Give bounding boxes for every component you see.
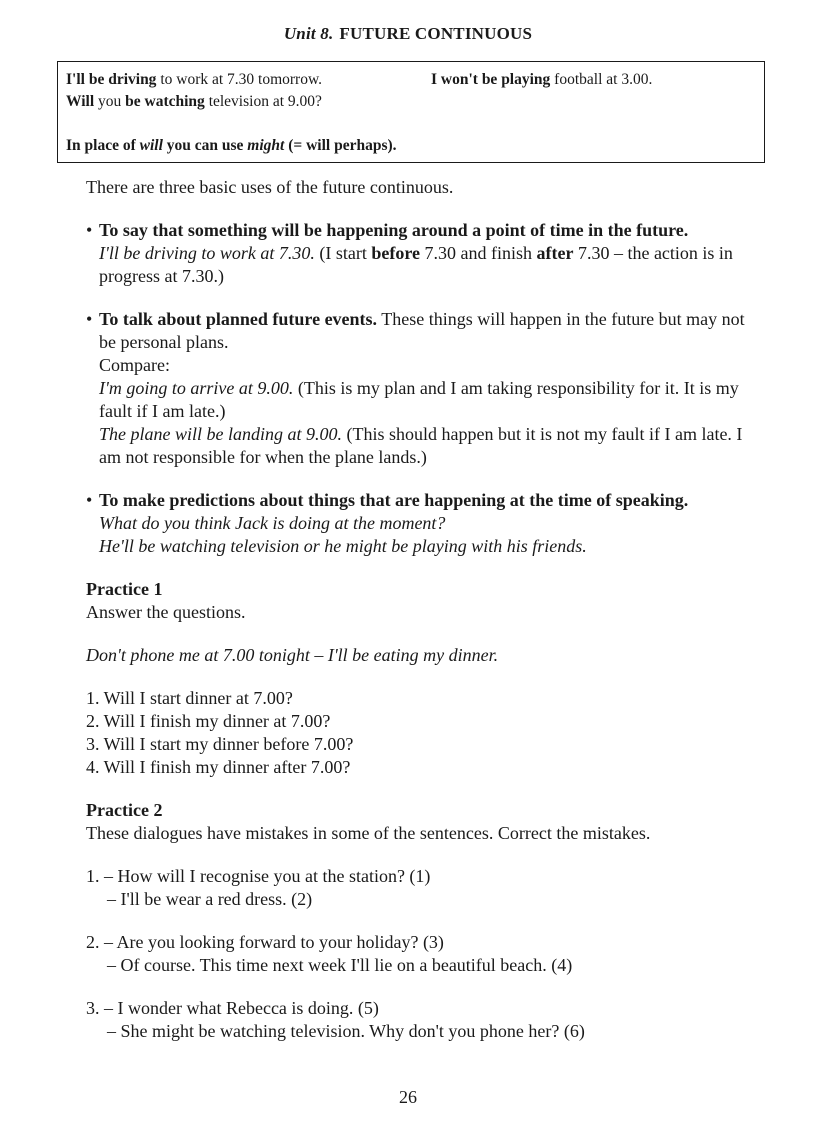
bullet-icon: •	[86, 220, 93, 240]
intro-text: There are three basic uses of the future continuous.	[86, 177, 454, 197]
bullet-text: (This is my plan and I am taking responsibility for it. It is my fault if I am late.)	[99, 378, 739, 421]
bullet-text: These things will happen in the future but may not be personal plans.	[99, 309, 745, 352]
summary-line-2	[66, 91, 322, 113]
summary-bold: Will	[66, 93, 95, 110]
main-content	[86, 176, 766, 1063]
bullet-point-1	[86, 219, 766, 288]
bullet-example: I'm going to arrive at 9.00.	[99, 378, 294, 398]
summary-bold: I'll be driving	[66, 71, 157, 88]
practice-1-instruction: Answer the questions.	[86, 602, 246, 622]
summary-text: football at 3.00.	[550, 71, 653, 88]
bullet-text: 7.30 and finish	[419, 243, 537, 263]
summary-box	[57, 61, 765, 163]
bullet-text: (I start	[314, 243, 372, 263]
bullet-bold: before	[371, 243, 420, 263]
practice-1-example: Don't phone me at 7.00 tonight – I'll be eating my dinner.	[86, 645, 499, 665]
bullet-heading: To make predictions about things that are happening at the time of speaking.	[99, 490, 689, 510]
bullet-point-3	[86, 489, 766, 558]
bullet-icon: •	[86, 309, 93, 329]
bullet-example: The plane will be landing at 9.00.	[99, 424, 342, 444]
bullet-example: I'll be driving to work at 7.30.	[99, 243, 315, 263]
note-text: you can use	[162, 137, 248, 154]
bullet-example: He'll be watching television or he might be playing with his friends.	[99, 536, 587, 556]
dialogue-line: – Of course. This time next week I'll lie on a beautiful beach. (4)	[107, 955, 573, 975]
bullet-point-2	[86, 308, 766, 469]
dialogue-line: 3. – I wonder what Rebecca is doing. (5)	[86, 998, 379, 1018]
note-text: In place of	[66, 137, 140, 154]
practice-1-questions	[86, 687, 766, 779]
dialogue-line: 1. – How will I recognise you at the station? (1)	[86, 866, 431, 886]
bullet-text: 7.30 – the action is in progress at 7.30.)	[99, 243, 733, 286]
summary-line-1b	[431, 69, 652, 91]
summary-text: television at 9.00?	[204, 93, 322, 110]
summary-bold: be watching	[125, 93, 205, 110]
summary-text: you	[94, 93, 126, 110]
unit-label: Unit 8.	[283, 24, 334, 43]
unit-title: FUTURE CONTINUOUS	[339, 24, 533, 43]
bullet-text: (This should happen but it is not my fault if I am late. I am not responsible for when the plane lands.)	[99, 424, 743, 467]
dialogue-line: – She might be watching television. Why don't you phone her? (6)	[107, 1021, 585, 1041]
dialogue-3	[86, 997, 766, 1043]
practice-2-instruction: These dialogues have mistakes in some of the sentences. Correct the mistakes.	[86, 823, 651, 843]
note-italic: might	[247, 137, 285, 154]
dialogue-line: – I'll be wear a red dress. (2)	[107, 889, 313, 909]
summary-bold: I won't be playing	[431, 71, 551, 88]
dialogue-1	[86, 865, 766, 911]
practice-1-title: Practice 1	[86, 579, 163, 599]
bullet-bold: after	[536, 243, 574, 263]
bullet-icon: •	[86, 490, 93, 510]
question-item: 1. Will I start dinner at 7.00?	[86, 688, 293, 708]
page-header	[0, 24, 816, 44]
note-text: (= will perhaps).	[284, 137, 397, 154]
question-item: 2. Will I finish my dinner at 7.00?	[86, 711, 331, 731]
bullet-heading: To say that something will be happening around a point of time in the future.	[99, 220, 689, 240]
dialogue-line: 2. – Are you looking forward to your holiday? (3)	[86, 932, 444, 952]
dialogue-2	[86, 931, 766, 977]
practice-2-title: Practice 2	[86, 800, 163, 820]
question-item: 3. Will I start my dinner before 7.00?	[86, 734, 354, 754]
page-number: 26	[399, 1087, 417, 1107]
bullet-example: What do you think Jack is doing at the moment?	[99, 513, 446, 533]
compare-label: Compare:	[99, 355, 170, 375]
summary-note	[66, 135, 397, 157]
bullet-heading: To talk about planned future events.	[99, 309, 378, 329]
question-item: 4. Will I finish my dinner after 7.00?	[86, 757, 351, 777]
note-italic: will	[139, 137, 163, 154]
summary-line-1a	[66, 69, 322, 91]
summary-text: to work at 7.30 tomorrow.	[156, 71, 323, 88]
